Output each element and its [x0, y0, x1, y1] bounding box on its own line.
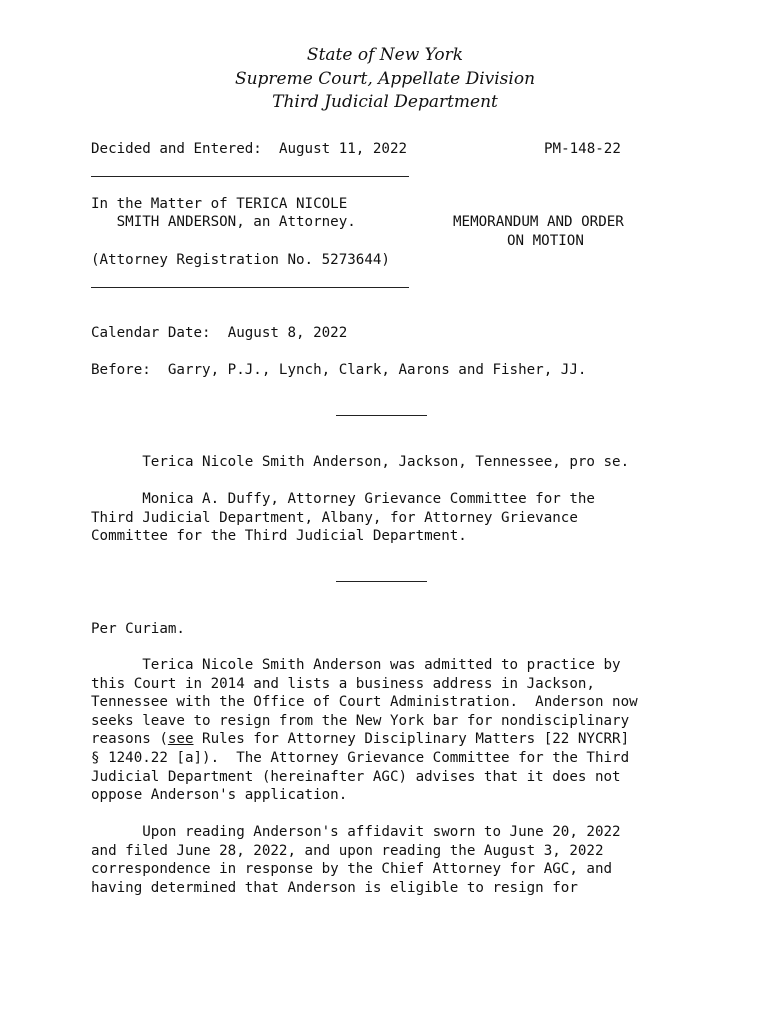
separator-rule-1 [336, 415, 427, 416]
department-name: Third Judicial Department [272, 92, 498, 112]
p1-line-7: Judicial Department (hereinafter AGC) advises that it does not [91, 768, 621, 785]
before-label: Before: [91, 362, 151, 378]
calendar-label: Calendar Date: [91, 325, 211, 341]
appearance-agc-line-3: Committee for the Third Judicial Department. [91, 528, 467, 544]
see-signal: see [167, 731, 194, 748]
p2-line-4: having determined that Anderson is eligible to resign for [91, 879, 578, 896]
p1-line-1: Terica Nicole Smith Anderson was admitted to practice by [91, 657, 621, 673]
order-title-line-1: MEMORANDUM AND ORDER [453, 214, 624, 230]
opinion-paragraph-2 [91, 823, 691, 897]
opinion-paragraph-1 [91, 656, 691, 805]
p2-line-1: Upon reading Anderson's affidavit sworn to June 20, 2022 [91, 824, 621, 840]
court-name: Supreme Court, Appellate Division [234, 68, 536, 89]
p1-line-2: this Court in 2014 and lists a business address in Jackson, [91, 675, 595, 692]
p2-line-3: correspondence in response by the Chief Attorney for AGC, and [91, 861, 613, 878]
separator-rule-2 [336, 581, 427, 582]
decided-line [91, 140, 407, 159]
p1-line-5-pre: reasons ( [91, 731, 168, 748]
p1-line-5-post: Rules for Attorney Disciplinary Matters [22 NYCRR] [193, 731, 630, 748]
caption-top-rule [91, 176, 409, 177]
state-name: State of New York [306, 45, 464, 65]
p1-line-8: oppose Anderson's application. [91, 787, 348, 804]
calendar-date-line [91, 324, 347, 343]
court-header [0, 44, 770, 115]
caption-bottom-rule [91, 287, 409, 288]
attorney-registration: (Attorney Registration No. 5273644) [91, 252, 390, 268]
docket-number: PM-148-22 [544, 141, 621, 157]
matter-line-1: In the Matter of TERICA NICOLE [91, 196, 348, 212]
decided-label: Decided and Entered: [91, 141, 262, 157]
matter-line-2: SMITH ANDERSON, an Attorney. [91, 214, 356, 230]
order-title-line-2: ON MOTION [507, 233, 584, 249]
p1-line-3: Tennessee with the Office of Court Administration. Anderson now [91, 694, 638, 711]
appearance-agc-line-2: Third Judicial Department, Albany, for Attorney Grievance [91, 510, 578, 526]
p2-line-2: and filed June 28, 2022, and upon reading the August 3, 2022 [91, 842, 604, 859]
panel-judges: Garry, P.J., Lynch, Clark, Aarons and Fisher, JJ. [167, 362, 587, 378]
per-curiam-heading: Per Curiam. [91, 621, 185, 637]
p1-line-4: seeks leave to resign from the New York bar for nondisciplinary [91, 712, 630, 729]
p1-line-6: § 1240.22 [a]). The Attorney Grievance Committee for the Third [91, 749, 630, 766]
calendar-date: August 8, 2022 [227, 325, 348, 341]
appearance-respondent: Terica Nicole Smith Anderson, Jackson, Tennessee, pro se. [91, 454, 630, 470]
p1-line-5 [91, 730, 691, 749]
appearance-agc-line-1: Monica A. Duffy, Attorney Grievance Committee for the [91, 491, 595, 507]
decided-date: August 11, 2022 [278, 141, 408, 157]
before-line [91, 361, 586, 380]
